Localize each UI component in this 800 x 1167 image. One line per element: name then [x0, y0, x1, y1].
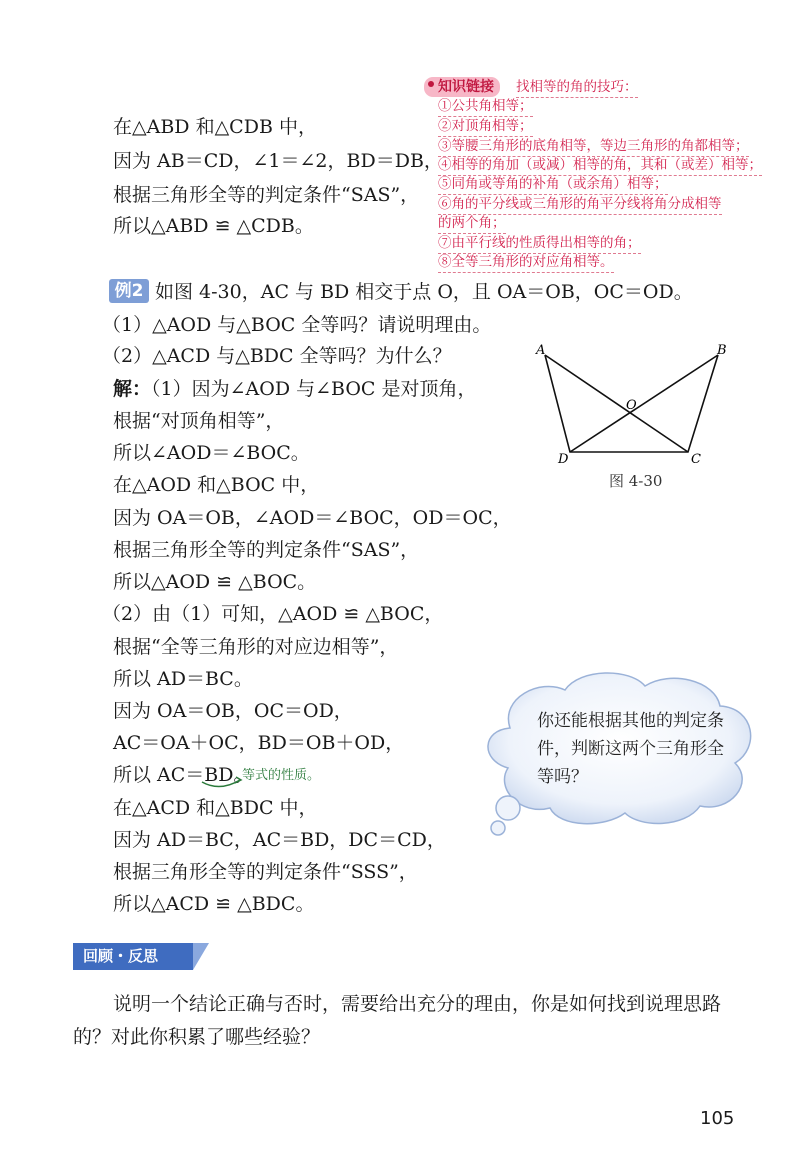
- solution-line: 因为 OA＝OB，OC＝OD，: [113, 700, 353, 722]
- label-a: A: [536, 343, 546, 358]
- solution-part2-start: （2）由（1）可知，△AOD ≌ △BOC，: [102, 603, 444, 625]
- knowledge-item: ⑤同角或等角的补角（或余角）相等；: [438, 176, 668, 195]
- label-d: D: [558, 452, 569, 467]
- knowledge-item: ①公共角相等；: [438, 98, 533, 117]
- knowledge-item: ⑧全等三角形的对应角相等。: [438, 254, 614, 273]
- solution-line: 所以△AOD ≌ △BOC。: [113, 571, 317, 593]
- figure-4-30: [530, 340, 740, 470]
- solution-line: 所以△ACD ≌ △BDC。: [113, 893, 315, 915]
- solution-line: 在△AOD 和△BOC 中，: [113, 474, 320, 496]
- thought-bubble-text: 你还能根据其他的判定条件，判断这两个三角形全等吗？: [537, 711, 724, 787]
- page-number: 105: [700, 1108, 735, 1129]
- cloud-dot: [496, 796, 520, 820]
- knowledge-item: ⑦由平行线的性质得出相等的角；: [438, 235, 641, 254]
- proof-line: 所以△ABD ≌ △CDB。: [113, 215, 314, 237]
- label-b: B: [717, 343, 727, 358]
- knowledge-item: ②对顶角相等；: [438, 118, 533, 137]
- solution-line: 所以 AC＝BD。: [113, 764, 253, 786]
- knowledge-item: ③等腰三角形的底角相等，等边三角形的角都相等；: [438, 138, 749, 157]
- question-1: （1）△AOD 与△BOC 全等吗？请说明理由。: [102, 314, 492, 336]
- solution-line: 根据“全等三角形的对应边相等”，: [113, 636, 399, 658]
- solution-line: 所以∠AOD＝∠BOC。: [113, 442, 310, 464]
- review-text-line: 的？对此你积累了哪些经验？: [73, 1026, 321, 1048]
- solution-line: （1）因为∠AOD 与∠BOC 是对顶角，: [151, 378, 477, 400]
- solution-line: 根据“对顶角相等”，: [113, 410, 285, 432]
- solution-line: 在△ACD 和△BDC 中，: [113, 797, 318, 819]
- review-text-line: 说明一个结论正确与否时，需要给出充分的理由，你是如何找到说理思路: [113, 993, 722, 1015]
- review-tag-tail: [193, 943, 209, 970]
- label-o: O: [626, 398, 637, 413]
- solution-line: 因为 AD＝BC，AC＝BD，DC＝CD，: [113, 829, 446, 851]
- knowledge-item: ④相等的角加（或减）相等的角，其和（或差）相等；: [438, 157, 762, 176]
- solution-line: AC＝OA＋OC，BD＝OB＋OD，: [113, 732, 405, 754]
- solution-line: 根据三角形全等的判定条件“SAS”，: [113, 539, 420, 561]
- proof-line: 因为 AB＝CD，∠1＝∠2，BD＝DB，: [113, 150, 443, 172]
- solution-label: 解：: [113, 378, 152, 400]
- knowledge-link-title: 找相等的角的技巧：: [516, 79, 638, 98]
- example-statement: 如图 4-30，AC 与 BD 相交于点 O，且 OA＝OB，OC＝OD。: [155, 281, 693, 303]
- segment-bd: [570, 355, 718, 452]
- solution-line: 根据三角形全等的判定条件“SSS”，: [113, 861, 418, 883]
- knowledge-item: 的两个角；: [438, 215, 506, 234]
- equality-note: 等式的性质。: [242, 768, 321, 783]
- knowledge-item: ⑥角的平分线或三角形的角平分线将角分成相等: [438, 196, 722, 215]
- solution-line: 所以 AD＝BC。: [113, 668, 253, 690]
- figure-caption: 图 4-30: [609, 472, 663, 490]
- knowledge-link-tag: 知识链接: [424, 77, 500, 97]
- label-c: C: [691, 452, 701, 467]
- question-2: （2）△ACD 与△BDC 全等吗？为什么？: [102, 345, 452, 367]
- solution-line: 因为 OA＝OB，∠AOD＝∠BOC，OD＝OC，: [113, 507, 512, 529]
- review-section-tag: 回顾・反思: [73, 943, 193, 970]
- solution-start: [113, 378, 476, 400]
- proof-line: 根据三角形全等的判定条件“SAS”，: [113, 184, 420, 206]
- cloud-dot: [491, 821, 505, 835]
- example-badge: 例2: [109, 279, 149, 303]
- proof-line: 在△ABD 和△CDB 中，: [113, 116, 317, 138]
- equality-arrow: [198, 768, 248, 790]
